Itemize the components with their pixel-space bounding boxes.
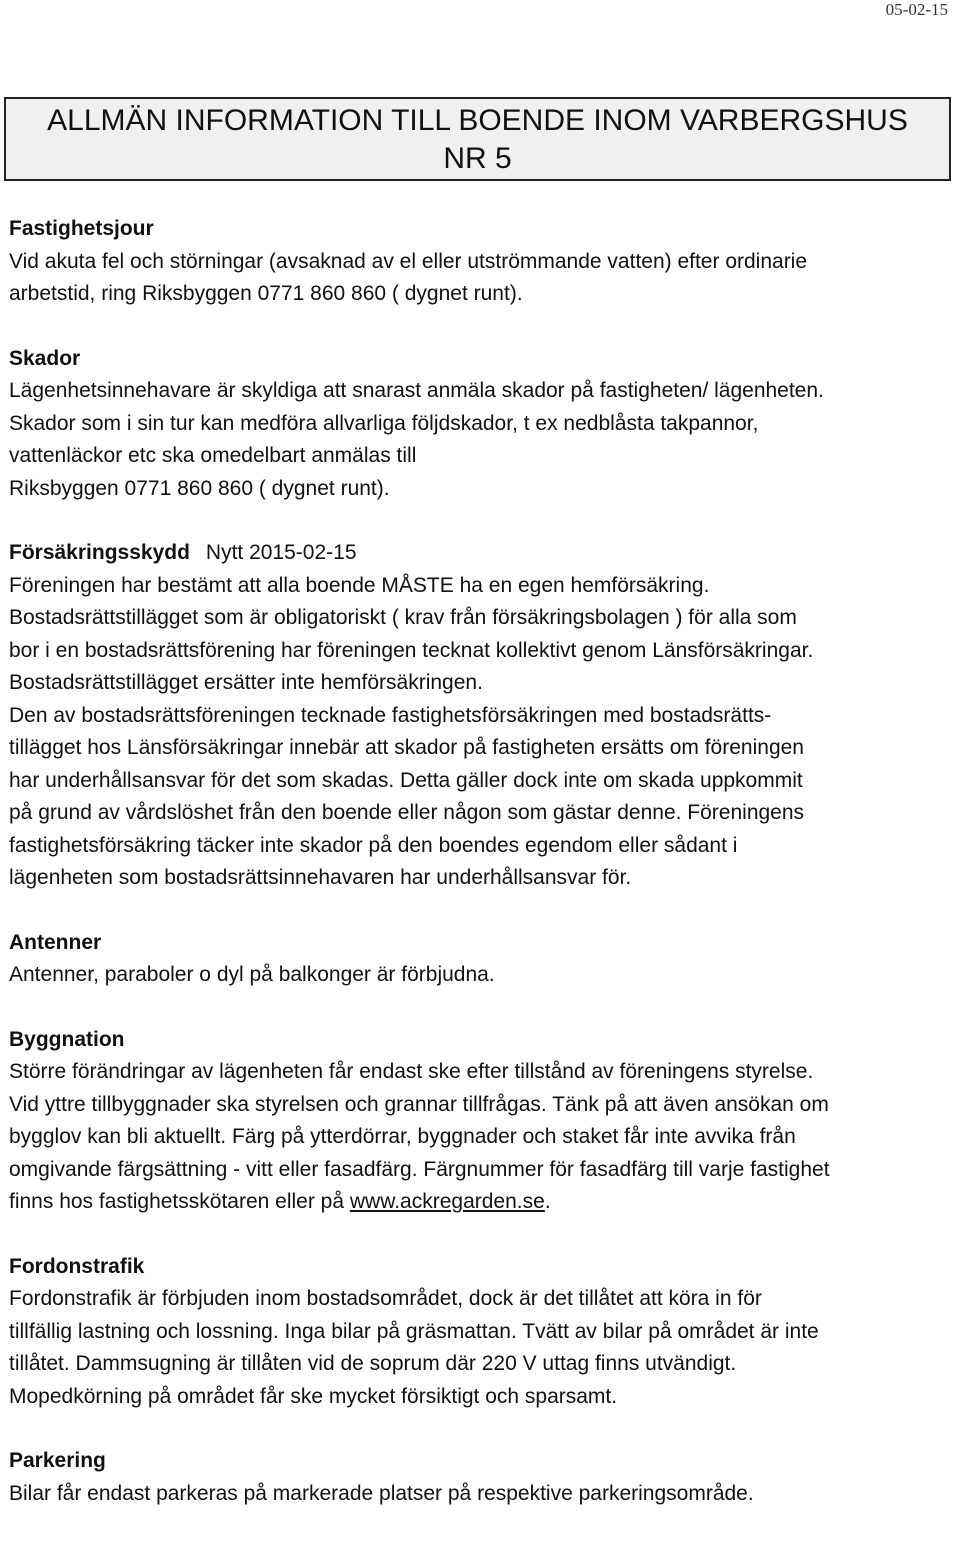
paragraph-line: Den av bostadsrättsföreningen tecknade fastighetsförsäkringen med bostadsrätts- bbox=[9, 703, 772, 727]
paragraph-line: arbetstid, ring Riksbyggen 0771 860 860 ( dygnet runt). bbox=[9, 282, 523, 305]
section-skador bbox=[9, 343, 954, 506]
section-heading: Fordonstrafik bbox=[9, 1254, 145, 1278]
paragraph-text: finns hos fastighetsskötaren eller på bbox=[9, 1190, 350, 1213]
paragraph-line: bygglov kan bli aktuellt. Färg på ytterdörrar, byggnader och staket får inte avvika från bbox=[9, 1125, 796, 1148]
paragraph-line: tillägget hos Länsförsäkringar innebär att skador på fastigheten ersätts om föreningen bbox=[9, 736, 804, 759]
paragraph-line: Riksbyggen 0771 860 860 ( dygnet runt). bbox=[9, 476, 390, 500]
title-line-1: ALLMÄN INFORMATION TILL BOENDE INOM VARBERGSHUS bbox=[47, 104, 908, 137]
update-note: Nytt 2015-02-15 bbox=[205, 541, 357, 564]
section-heading: Fastighetsjour bbox=[9, 217, 154, 240]
paragraph-line: Föreningen har bestämt att alla boende MÅSTE ha en egen hemförsäkring. bbox=[9, 573, 710, 597]
paragraph-line: Vid yttre tillbyggnader ska styrelsen och grannar tillfrågas. Tänk på att även ansökan om bbox=[9, 1092, 829, 1116]
document-body bbox=[9, 213, 954, 1542]
section-byggnation bbox=[9, 1024, 954, 1219]
paragraph-line: Bostadsrättstillägget ersätter inte hemförsäkringen. bbox=[9, 671, 483, 694]
paragraph-text: . bbox=[544, 1190, 551, 1213]
document-date: 05-02-15 bbox=[885, 0, 948, 19]
section-heading: Parkering bbox=[9, 1449, 106, 1472]
section-parkering bbox=[9, 1445, 954, 1510]
paragraph-line: omgivande färgsättning - vitt eller fasadfärg. Färgnummer för fasadfärg till varje fastighet bbox=[9, 1157, 830, 1181]
paragraph-line: Bilar får endast parkeras på markerade platser på respektive parkeringsområde. bbox=[9, 1481, 754, 1505]
section-heading: Antenner bbox=[9, 930, 102, 954]
paragraph-line: Mopedkörning på området får ske mycket försiktigt och sparsamt. bbox=[9, 1384, 618, 1408]
paragraph-line: tillåtet. Dammsugning är tillåten vid de soprum där 220 V uttag finns utvändigt. bbox=[9, 1352, 737, 1375]
paragraph-line: fastighetsförsäkring täcker inte skador på den boendes egendom eller sådant i bbox=[9, 833, 738, 857]
paragraph-line: lägenheten som bostadsrättsinnehavaren har underhållsansvar för. bbox=[9, 866, 632, 889]
paragraph-line: Vid akuta fel och störningar (avsaknad av el eller utströmmande vatten) efter ordinarie bbox=[9, 249, 808, 273]
section-antenner bbox=[9, 927, 954, 992]
paragraph-line: tillfällig lastning och lossning. Inga bilar på gräsmattan. Tvätt av bilar på området är inte bbox=[9, 1319, 819, 1343]
title-box bbox=[4, 97, 951, 181]
paragraph-line: Större förändringar av lägenheten får endast ske efter tillstånd av föreningens styrelse. bbox=[9, 1060, 814, 1083]
paragraph-line: vattenläckor etc ska omedelbart anmälas till bbox=[9, 444, 417, 467]
section-heading: Skador bbox=[9, 346, 81, 370]
website-link[interactable]: www.ackregarden.se bbox=[349, 1190, 545, 1213]
paragraph-line: Fordonstrafik är förbjuden inom bostadsområdet, dock är det tillåtet att köra in för bbox=[9, 1287, 762, 1310]
paragraph-line: Skador som i sin tur kan medföra allvarliga följdskador, t ex nedblåsta takpannor, bbox=[9, 411, 759, 435]
paragraph-line: Lägenhetsinnehavare är skyldiga att snarast anmäla skador på fastigheten/ lägenheten. bbox=[9, 379, 824, 402]
paragraph-line: har underhållsansvar för det som skadas. Detta gäller dock inte om skada uppkommit bbox=[9, 768, 803, 792]
section-forsakringsskydd bbox=[9, 537, 954, 895]
section-fastighetsjour bbox=[9, 213, 954, 311]
section-heading: Försäkringsskydd bbox=[9, 541, 190, 564]
paragraph-line bbox=[9, 1186, 954, 1219]
paragraph-line: på grund av vårdslöshet från den boende eller någon som gästar denne. Föreningens bbox=[9, 801, 805, 824]
section-fordonstrafik bbox=[9, 1251, 954, 1414]
paragraph-line: bor i en bostadsrättsförening har föreningen tecknat kollektivt genom Länsförsäkringar. bbox=[9, 638, 814, 662]
paragraph-line: Bostadsrättstillägget som är obligatoriskt ( krav från försäkringsbolagen ) för alla som bbox=[9, 606, 797, 629]
title-line-2: NR 5 bbox=[443, 142, 512, 175]
paragraph-line: Antenner, paraboler o dyl på balkonger är förbjudna. bbox=[9, 963, 495, 986]
section-heading: Byggnation bbox=[9, 1027, 125, 1051]
section-heading-row bbox=[9, 537, 954, 570]
